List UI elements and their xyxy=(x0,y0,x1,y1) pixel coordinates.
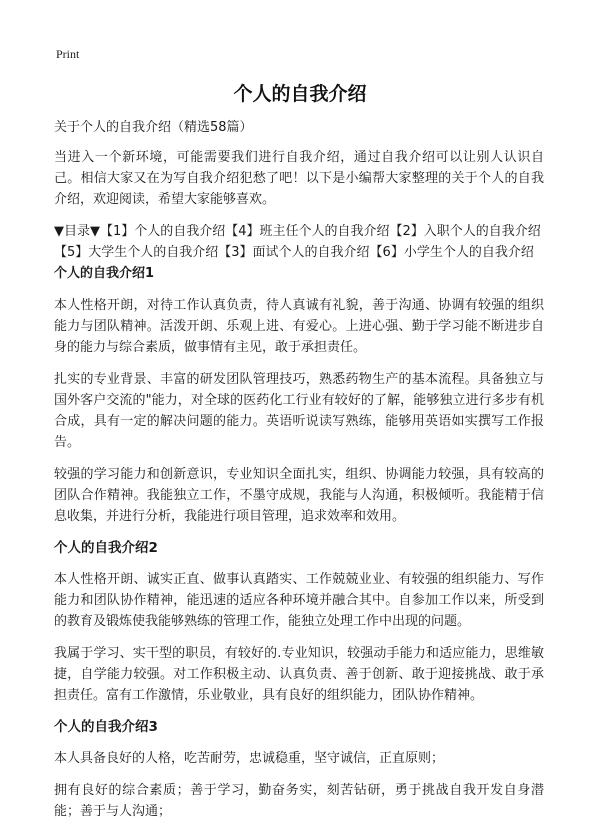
section-1-paragraph-1: 本人性格开朗，对待工作认真负责，待人真诚有礼貌，善于沟通、协调有较强的组织能力与团队精神。活泼开朗、乐观上进、有爱心。上进心强、勤于学习能不断进步自身的能力与综合素质，做事情有主见，敢于承担责任。 xyxy=(54,298,544,355)
section-2-paragraph-1: 本人性格开朗、诚实正直、做事认真踏实、工作兢兢业业、有较强的组织能力、写作能力和团队协作精神，能迅速的适应各种环境并融合其中。自参加工作以来，所受到的教育及锻炼使我能够熟练的管理工作，能独立处理工作中出现的问题。 xyxy=(54,572,544,629)
section-2-paragraph-2: 我属于学习、实干型的职员，有较好的.专业知识，较强动手能力和适应能力，思维敏捷，自学能力较强。对工作积极主动、认真负责、善于创新、敢于迎接挑战、敢于承担责任。富有工作激情，乐业敬业，具有良好的组织能力，团队协作精神。 xyxy=(54,646,544,703)
section-1-paragraph-2: 扎实的专业背景、丰富的研发团队管理技巧，熟悉药物生产的基本流程。具备独立与国外客户交流的"能力，对全球的医药化工行业有较好的了解，能够独立进行多步有机合成，具有一定的解决问题的能力。英语听说读写熟练，能够用英语如实撰写工作报告。 xyxy=(54,372,544,450)
section-1-paragraph-3: 较强的学习能力和创新意识，专业知识全面扎实，组织、协调能力较强，具有较高的团队合作精神。我能独立工作，不墨守成规，我能与人沟通，积极倾听。我能精于信息收集，并进行分析，我能进行项目管理，追求效率和效用。 xyxy=(54,467,544,524)
page-title: 个人的自我介绍 xyxy=(233,83,367,105)
subtitle: 关于个人的自我介绍（精选58篇） xyxy=(54,120,253,135)
section-3-paragraph-2: 拥有良好的综合素质；善于学习，勤奋务实，刻苦钻研，勇于挑战自我开发自身潜能；善于与人沟通； xyxy=(54,783,544,819)
table-of-contents xyxy=(54,221,544,284)
section-3-title: 个人的自我介绍3 xyxy=(54,719,158,735)
intro-paragraph: 当进入一个新环境，可能需要我们进行自我介绍，通过自我介绍可以让别人认识自己。相信大家又在为写自我介绍犯愁了吧！以下是小编帮大家整理的关于个人的自我介绍，欢迎阅读，希望大家能够喜欢。 xyxy=(54,150,544,207)
section-3-paragraph-1: 本人具备良好的人格，吃苦耐劳，忠诚稳重，坚守诚信，正直原则； xyxy=(54,751,445,766)
toc-links[interactable]: ▼目录▼【1】个人的自我介绍【4】班主任个人的自我介绍【2】入职个人的自我介绍【5】大学生个人的自我介绍【3】面试个人的自我介绍【6】小学生个人的自我介绍 xyxy=(54,224,541,260)
document-body xyxy=(54,117,544,833)
section-2-title: 个人的自我介绍2 xyxy=(54,540,158,556)
section-1-title: 个人的自我介绍1 xyxy=(54,266,155,281)
print-link[interactable]: Print xyxy=(56,47,80,61)
